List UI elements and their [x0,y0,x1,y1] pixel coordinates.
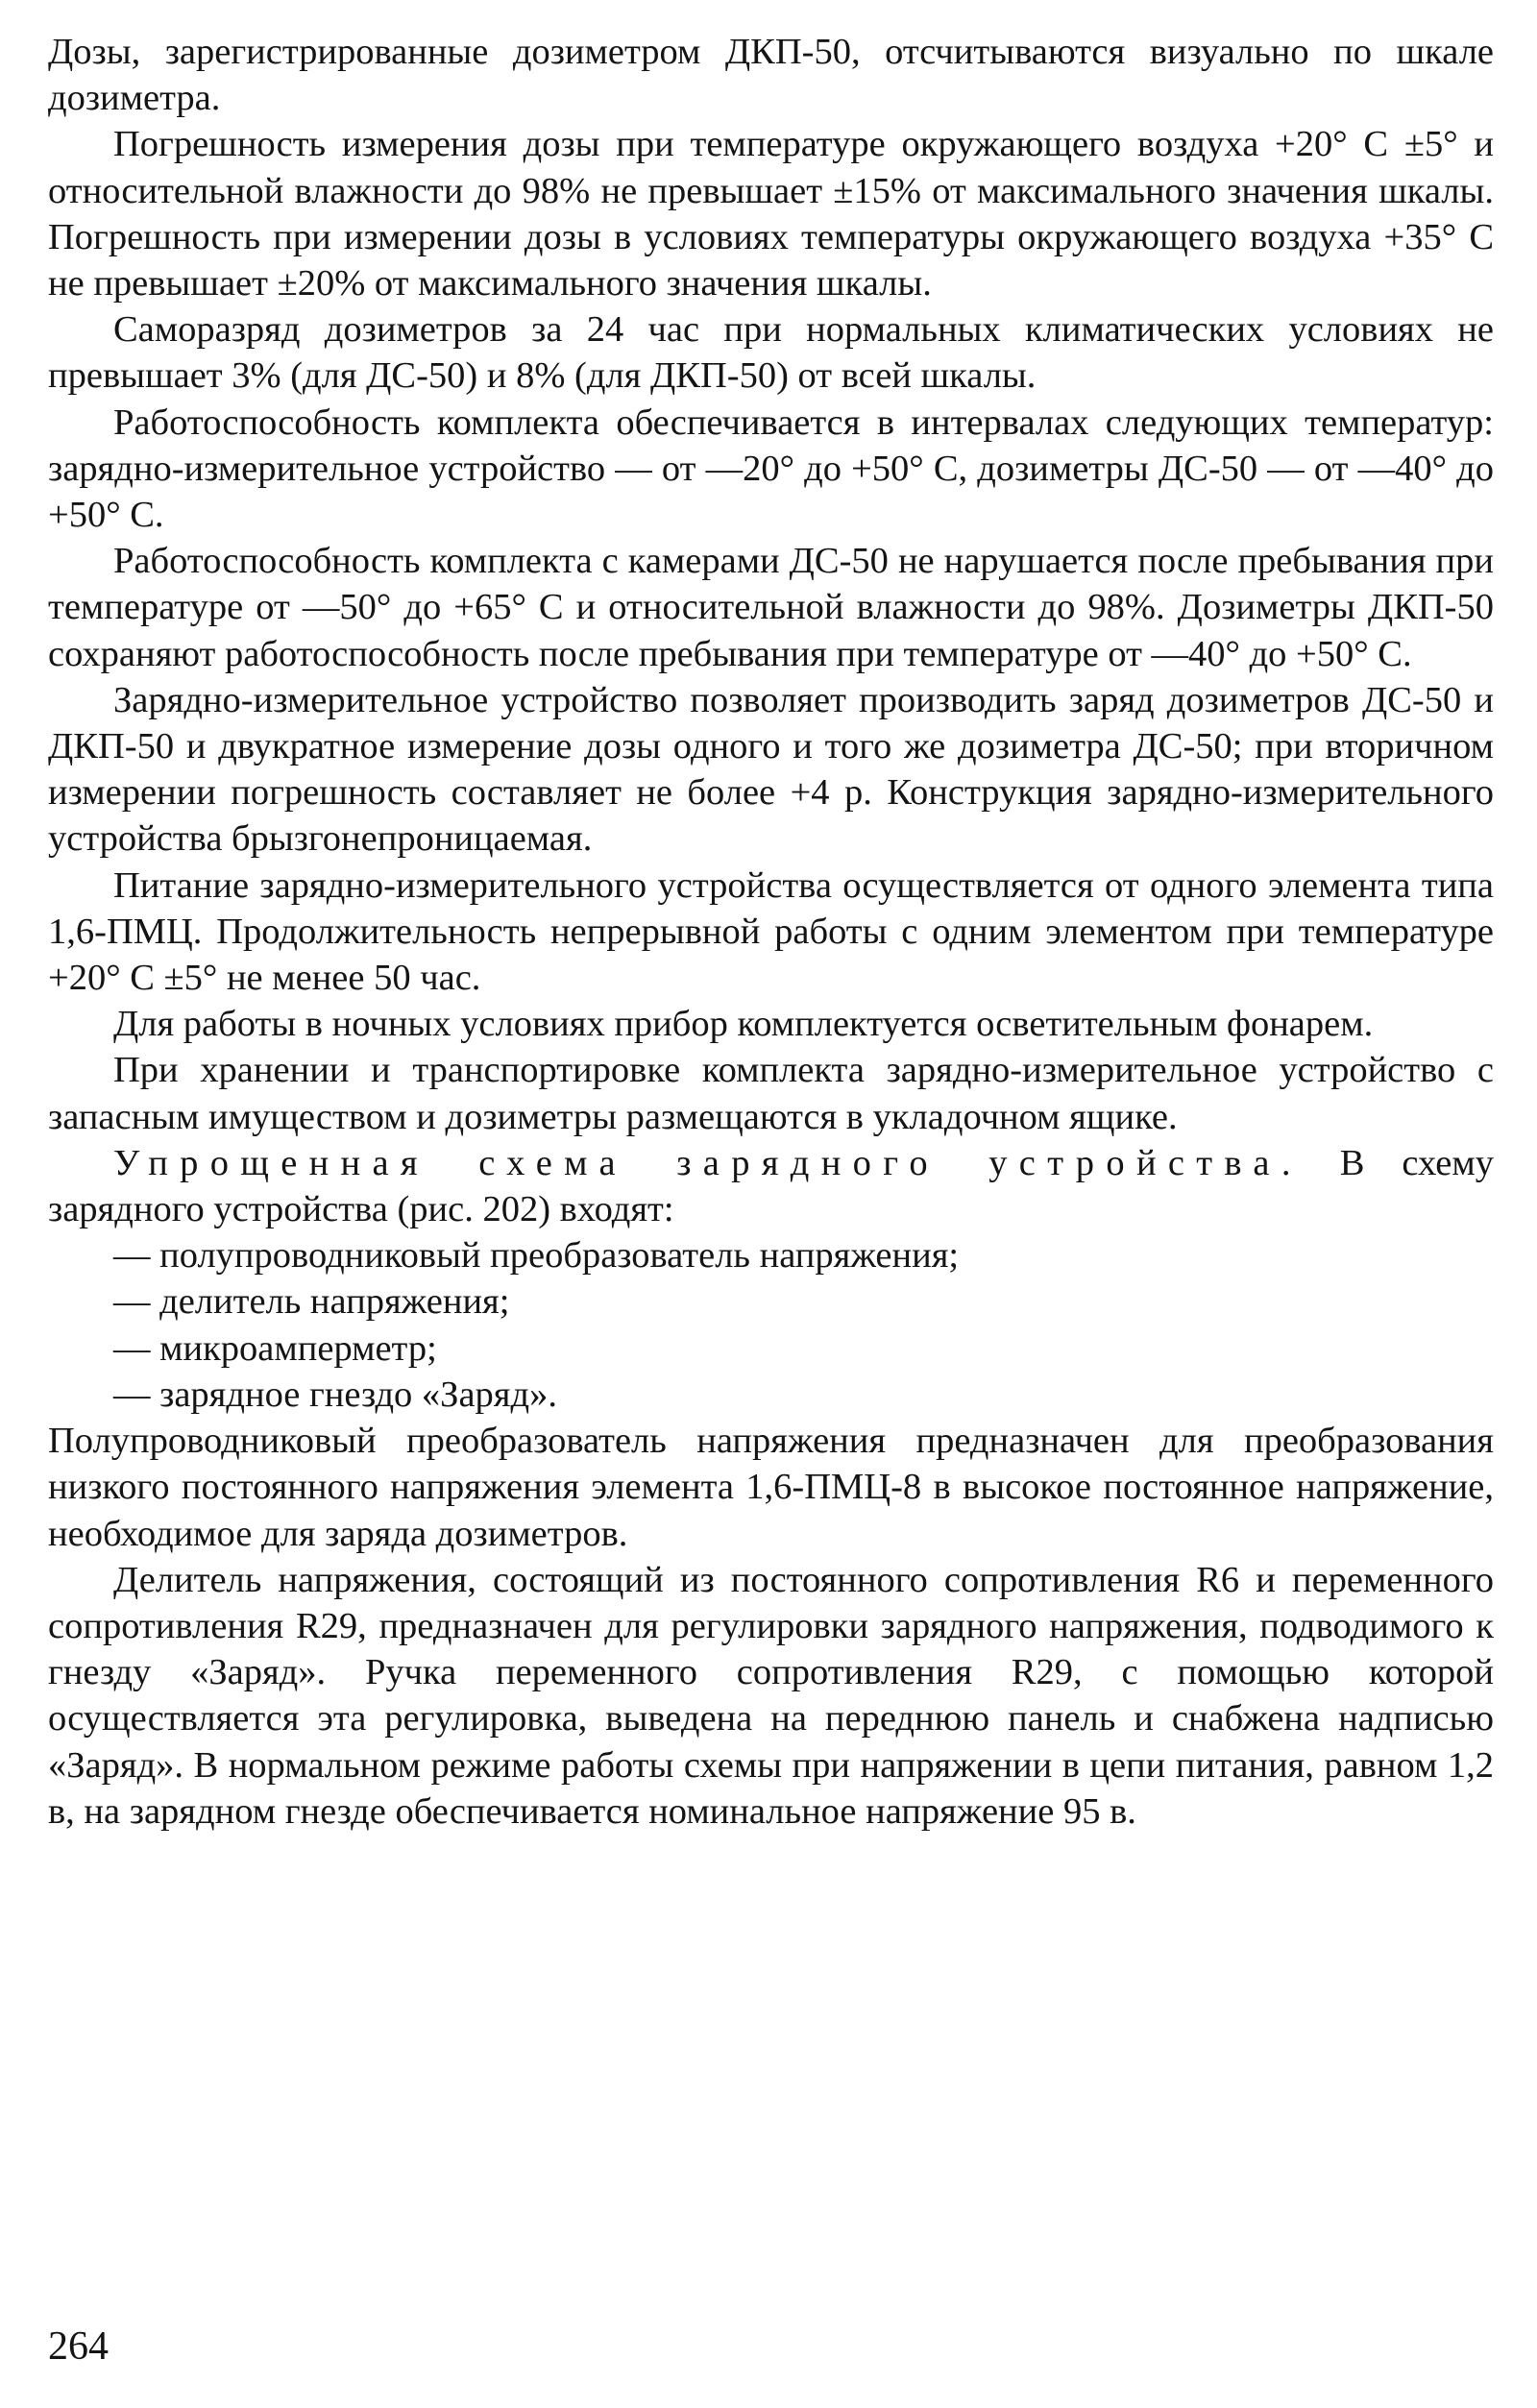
list-item: — полупроводниковый преобразователь напряжения; [113,1235,960,1277]
scheme-intro-text: В схему зарядного устройства (рис. 202) входят: [48,1142,1494,1230]
paragraph-power-supply: Питание зарядно-измерительного устройства осуществляется от одного элемента типа 1,6-ПМЦ. Продолжительность непрерывной работы с одним элементом при температуре +20° С ±5° не менее 50 час. [48,864,1494,999]
list-item: — зарядное гнездо «Заряд». [113,1374,557,1415]
list-item: — делитель напряжения; [113,1281,510,1323]
section-heading: Упрощенная схема зарядного устройства. [113,1142,1303,1183]
paragraph-self-discharge: Саморазряд дозиметров за 24 час при нормальных климатических условиях не превышает 3% (для ДС-50) и 8% (для ДКП-50) от всей шкалы. [48,309,1494,397]
page-number: 264 [48,2324,109,2369]
scheme-components-list [48,1232,1494,1418]
paragraph-dose-reading: Дозы, зарегистрированные дозиметром ДКП-50, отсчитываются визуально по шкале дозиметра. [48,32,1494,119]
paragraph-operating-temperatures: Работоспособность комплекта обеспечивается в интервалах следующих температур: зарядно-измерительное устройство — от —20° до +50° С, дозиметры ДС-50 — от —40° до +50° С. [48,401,1494,536]
paragraph-voltage-divider: Делитель напряжения, состоящий из постоянного сопротивления R6 и переменного сопротивления R29, предназначен для регулировки зарядного напряжения, подводимого к гнезду «Заряд». Ручка переменного сопротивления R29, с помощью которой осуществляется эта регулировка, выведена на переднюю панель и снабжена надписью «Заряд». В нормальном режиме работы схемы при напряжении в цепи питания, равном 1,2 в, на зарядном гнезде обеспечивается номинальное напряжение 95 в. [48,1559,1494,1832]
paragraph-storage-conditions: Работоспособность комплекта с камерами ДС-50 не нарушается после пребывания при температуре от —50° до +65° С и относительной влажности до 98%. Дозиметры ДКП-50 сохраняют работоспособность после пребывания при температуре от —40° до +50° С. [48,541,1494,674]
paragraph-night-operation: Для работы в ночных условиях прибор комплектуется осветительным фонарем. [113,1004,1374,1045]
document-page [48,29,1494,1835]
paragraph-measurement-error: Погрешность измерения дозы при температуре окружающего воздуха +20° С ±5° и относительной влажности до 98% не превышает ±15% от максимального значения шкалы. Погрешность при измерении дозы в условиях температуры окружающего воздуха +35° С не превышает ±20% от максимального значения шкалы. [48,124,1494,304]
paragraph-converter: Полупроводниковый преобразователь напряжения предназначен для преобразования низкого постоянного напряжения элемента 1,6-ПМЦ-8 в высокое постоянное напряжение, необходимое для заряда дозиметров. [48,1421,1494,1554]
paragraph-charging-device: Зарядно-измерительное устройство позволяет производить заряд дозиметров ДС-50 и ДКП-50 и двукратное измерение дозы одного и того же дозиметра ДС-50; при вторичном измерении погрешность составляет не более +4 р. Конструкция зарядно-измерительного устройства брызгонепроницаемая. [48,679,1494,860]
list-item: — микроамперметр; [113,1327,437,1369]
paragraph-scheme-intro [48,1140,1494,1232]
paragraph-transport: При хранении и транспортировке комплекта зарядно-измерительное устройство с запасным имуществом и дозиметры размещаются в укладочном ящике. [48,1050,1494,1137]
